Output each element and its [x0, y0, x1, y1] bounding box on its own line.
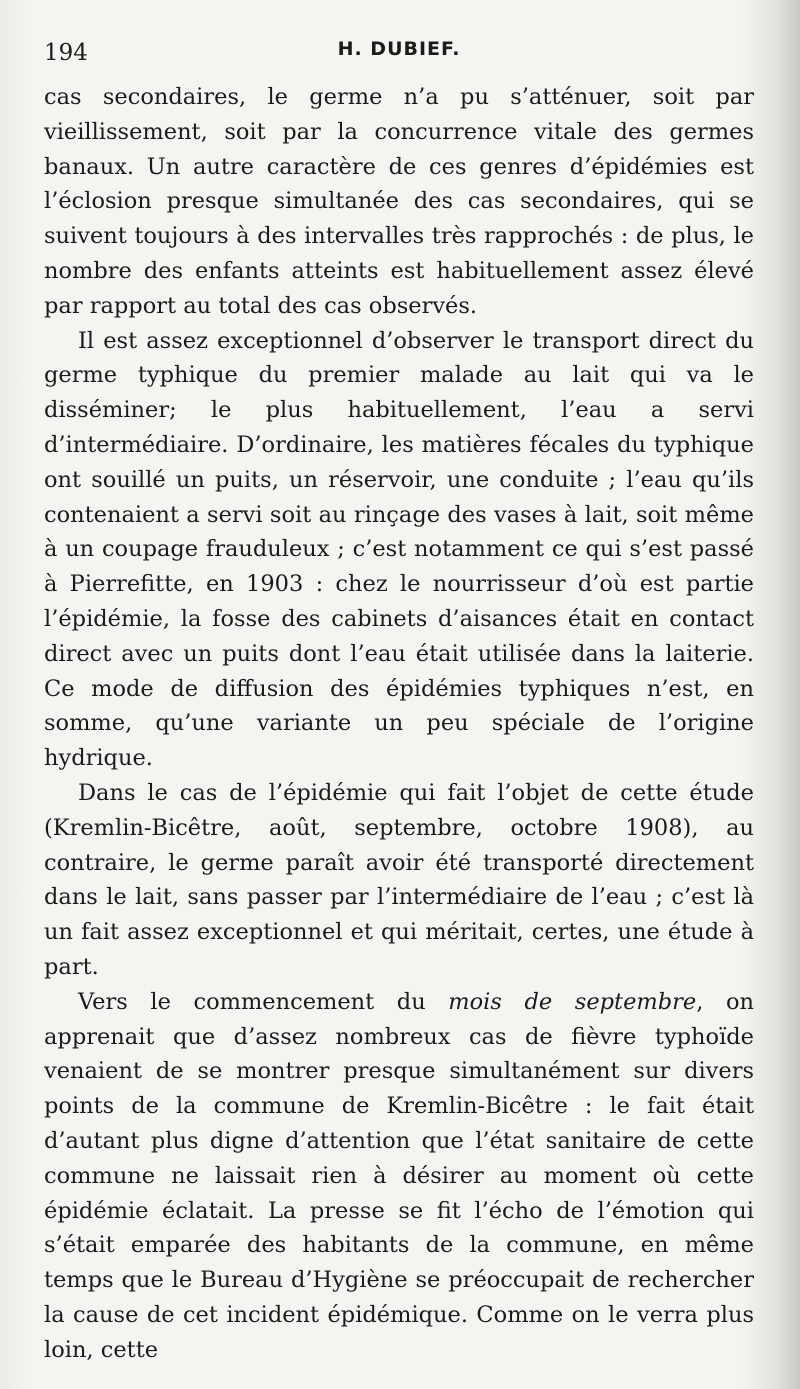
- paragraph-kremlin-bicetre: Dans le cas de l’épidémie qui fait l’objet de cette étude (Kremlin-Bicêtre, août, septembre, octobre 1908), au contraire, le germe paraît avoir été transporté directement dans le lait, sans passer par l’intermédiaire de l’eau ; c’est là un fait assez exceptionnel et qui méritait, certes, une étude à part.: [44, 779, 754, 980]
- body-text: [44, 80, 754, 1367]
- paragraph-september: [44, 985, 754, 1368]
- paragraph-transport: Il est assez exceptionnel d’observer le transport direct du germe typhique du premier malade au lait qui va le disséminer; le plus habituellement, l’eau a servi d’intermédiaire. D’ordinaire, les matières fécales du typhique ont souillé un puits, un réservoir, une conduite ; l’eau qu’ils contenaient a servi soit au rinçage des vases à lait, soit même à un coupage frauduleux ; c’est notamment ce qui s’est passé à Pierrefitte, en 1903 : chez le nourrisseur d’où est partie l’épidémie, la fosse des cabinets d’aisances était en contact direct avec un puits dont l’eau était utilisée dans la laiterie. Ce mode de diffusion des épidémies typhiques n’est, en somme, qu’une variante un peu spéciale de l’origine hydrique.: [44, 327, 754, 772]
- running-head: H. DUBIEF.: [337, 38, 461, 60]
- page-header: [44, 34, 754, 70]
- emphasis-month: mois de septembre: [448, 988, 697, 1015]
- paragraph-continuation: cas secondaires, le germe n’a pu s’atténuer, soit par vieillissement, soit par la concurrence vitale des germes banaux. Un autre caractère de ces genres d’épidémies est l’éclosion presque simultanée des cas secondaires, qui se suivent toujours à des intervalles très rapprochés : de plus, le nombre des enfants atteints est habituellement assez élevé par rapport au total des cas observés.: [44, 84, 754, 319]
- paragraph-text-after: , on apprenait que d’assez nombreux cas de fièvre typhoïde venaient de se montrer presque simultanément sur divers points de la commune de Kremlin-Bicêtre : le fait était d’autant plus digne d’attention que l’état sanitaire de cette commune ne laissait rien à désirer au moment où cette épidémie éclatait. La presse se fit l’écho de l’émotion qui s’était emparée des habitants de la commune, en même temps que le Bureau d’Hygiène se préoccupait de rechercher la cause de cet incident épidémique. Comme on le verra plus loin, cette: [44, 988, 754, 1363]
- paragraph-text-before: Vers le commencement du: [78, 988, 449, 1015]
- page-number: 194: [44, 40, 88, 66]
